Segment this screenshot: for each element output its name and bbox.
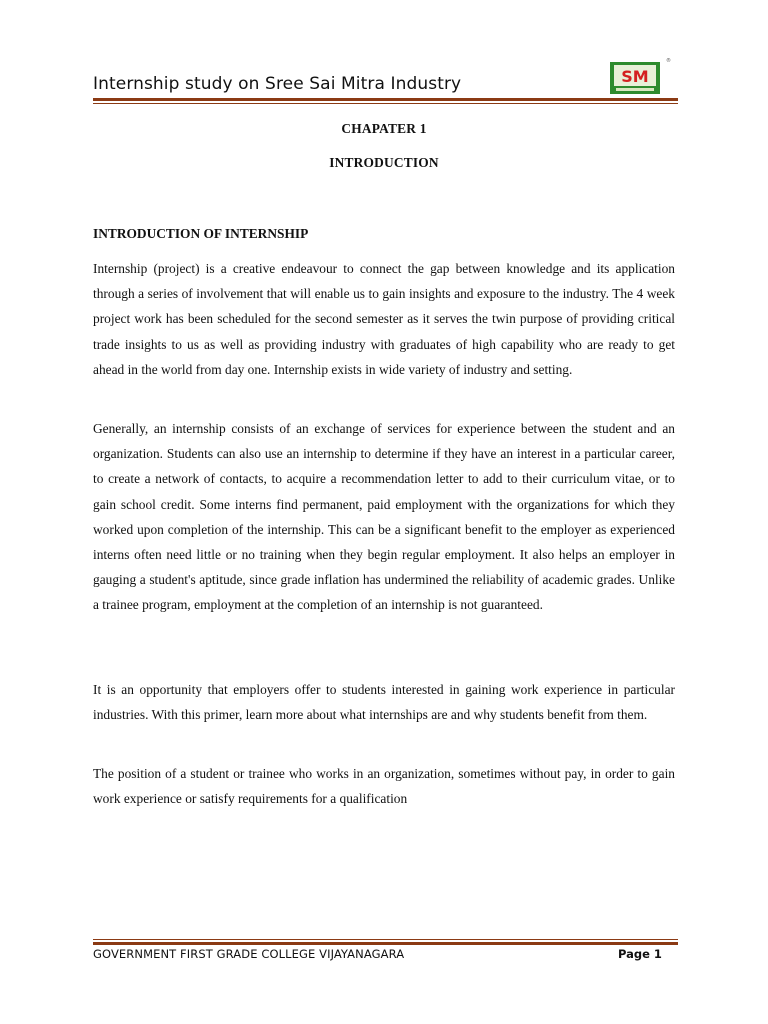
paragraph-1: Internship (project) is a creative endeavour to connect the gap between knowledge and its application through a series of involvement that will enable us to gain insights and exposure to the industry. The 4 week project work has been scheduled for the second semester as it serves the twin purpose of providing critical trade insights to us as well as providing industry with graduates of high capability who are ready to get ahead in the world from day one. Internship exists in wide variety of industry and setting. [93,261,675,377]
header-rule-thin [93,103,678,104]
footer-rule [93,942,678,945]
header-title: Internship study on Sree Sai Mitra Industry [93,74,462,94]
logo-trademark: ® [666,58,671,64]
page-number: Page 1 [618,947,662,961]
footer-college: GOVERNMENT FIRST GRADE COLLEGE VIJAYANAGARA [93,947,405,961]
company-logo [610,62,660,94]
paragraph-2: Generally, an internship consists of an exchange of services for experience between the student and an organization. Students can also use an internship to determine if they have an interest in a particular career, to create a network of contacts, to acquire a recommendation letter to add to their curriculum vitae, or to gain school credit. Some interns find permanent, paid employment with the organizations for which they worked upon completion of the internship. This can be a significant benefit to the employer as experienced interns often need little or no training when they begin regular employment. It also helps an employer in gauging a student's aptitude, since grade inflation has undermined the reliability of academic grades. Unlike a trainee program, employment at the completion of an internship is not guaranteed. [93,421,675,613]
footer-rule-thin [93,939,678,940]
chapter-number: CHAPATER 1 [341,121,427,136]
logo-text: SM [621,67,649,86]
paragraph-4: The position of a student or trainee who works in an organization, sometimes without pay, in order to gain work experience or satisfy requirements for a qualification [93,766,675,807]
paragraph-3: It is an opportunity that employers offer to students interested in gaining work experience in particular industries. With this primer, learn more about what internships are and why students benefit from them. [93,682,675,723]
header-rule [93,98,678,101]
chapter-title: INTRODUCTION [329,155,439,170]
section-heading: INTRODUCTION OF INTERNSHIP [93,226,309,241]
